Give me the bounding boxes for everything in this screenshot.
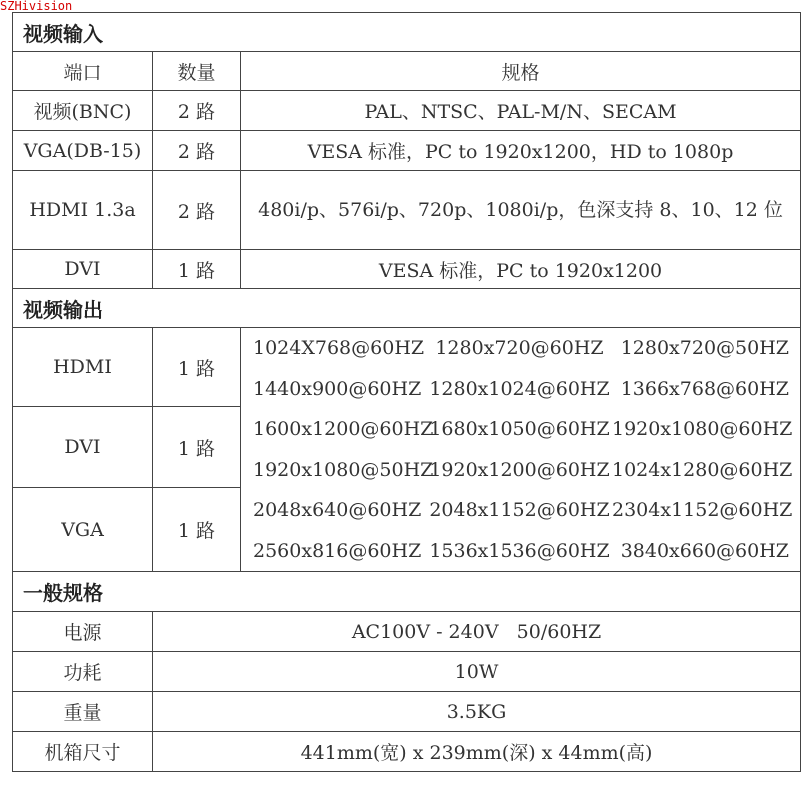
resolution-grid [241, 328, 800, 571]
general-label: 电源 [13, 612, 153, 652]
resolution-item: 2048x640@60HZ [253, 499, 422, 522]
resolution-item: 1680x1050@60HZ [429, 418, 610, 441]
table-row [13, 732, 801, 772]
table-row [13, 612, 801, 652]
resolution-item: 3840x660@60HZ [620, 539, 789, 562]
output-count: 1 路 [153, 407, 241, 488]
section-title-video-input: 视频输入 [13, 13, 801, 52]
section-title-video-output: 视频输出 [13, 289, 801, 328]
input-spec: VESA 标准，PC to 1920x1200 [241, 250, 801, 289]
table-row [13, 652, 801, 692]
table-row [13, 91, 801, 131]
input-spec: 480i/p、576i/p、720p、1080i/p，色深支持 8、10、12 位 [241, 171, 801, 250]
input-spec: PAL、NTSC、PAL-M/N、SECAM [241, 91, 801, 131]
resolution-item: 2560x816@60HZ [253, 539, 422, 562]
resolution-item: 1536x1536@60HZ [429, 539, 610, 562]
section-row [13, 572, 801, 612]
section-row [13, 13, 801, 52]
input-count: 2 路 [153, 91, 241, 131]
header-row [13, 52, 801, 91]
table-row [13, 250, 801, 289]
input-port: 视频(BNC) [13, 91, 153, 131]
general-value: 441mm(宽) x 239mm(深) x 44mm(高) [153, 732, 801, 772]
general-label: 机箱尺寸 [13, 732, 153, 772]
table-row [13, 171, 801, 250]
output-count: 1 路 [153, 488, 241, 572]
resolution-item: 1920x1080@60HZ [612, 418, 793, 441]
resolution-item: 1600x1200@60HZ [253, 418, 434, 441]
spec-table [12, 12, 801, 772]
resolution-item: 2048x1152@60HZ [429, 499, 610, 522]
header-count: 数量 [153, 52, 241, 91]
input-count: 2 路 [153, 131, 241, 171]
general-value: 3.5KG [153, 692, 801, 732]
resolution-item: 1024X768@60HZ [253, 337, 425, 360]
output-port: DVI [13, 407, 153, 488]
watermark-text: SZHivision [0, 0, 73, 13]
table-row [13, 692, 801, 732]
resolution-item: 2304x1152@60HZ [612, 499, 793, 522]
output-port: VGA [13, 488, 153, 572]
input-count: 2 路 [153, 171, 241, 250]
output-count: 1 路 [153, 328, 241, 407]
resolution-item: 1280x1024@60HZ [429, 377, 610, 400]
header-spec: 规格 [241, 52, 801, 91]
general-value: 10W [153, 652, 801, 692]
input-spec: VESA 标准，PC to 1920x1200，HD to 1080p [241, 131, 801, 171]
resolution-item: 1024x1280@60HZ [612, 458, 793, 481]
resolution-item: 1366x768@60HZ [620, 377, 789, 400]
general-label: 重量 [13, 692, 153, 732]
input-port: VGA(DB-15) [13, 131, 153, 171]
resolution-item: 1280x720@60HZ [435, 337, 604, 360]
section-title-general: 一般规格 [13, 572, 801, 612]
section-row [13, 289, 801, 328]
input-port: DVI [13, 250, 153, 289]
output-port: HDMI [13, 328, 153, 407]
input-count: 1 路 [153, 250, 241, 289]
general-value: AC100V - 240V 50/60HZ [153, 612, 801, 652]
table-row [13, 328, 801, 407]
header-port: 端口 [13, 52, 153, 91]
general-label: 功耗 [13, 652, 153, 692]
resolution-item: 1920x1200@60HZ [429, 458, 610, 481]
resolution-item: 1920x1080@50HZ [253, 458, 434, 481]
resolution-item: 1440x900@60HZ [253, 377, 422, 400]
resolution-list [241, 328, 801, 572]
resolution-item: 1280x720@50HZ [620, 337, 789, 360]
input-port: HDMI 1.3a [13, 171, 153, 250]
table-row [13, 131, 801, 171]
